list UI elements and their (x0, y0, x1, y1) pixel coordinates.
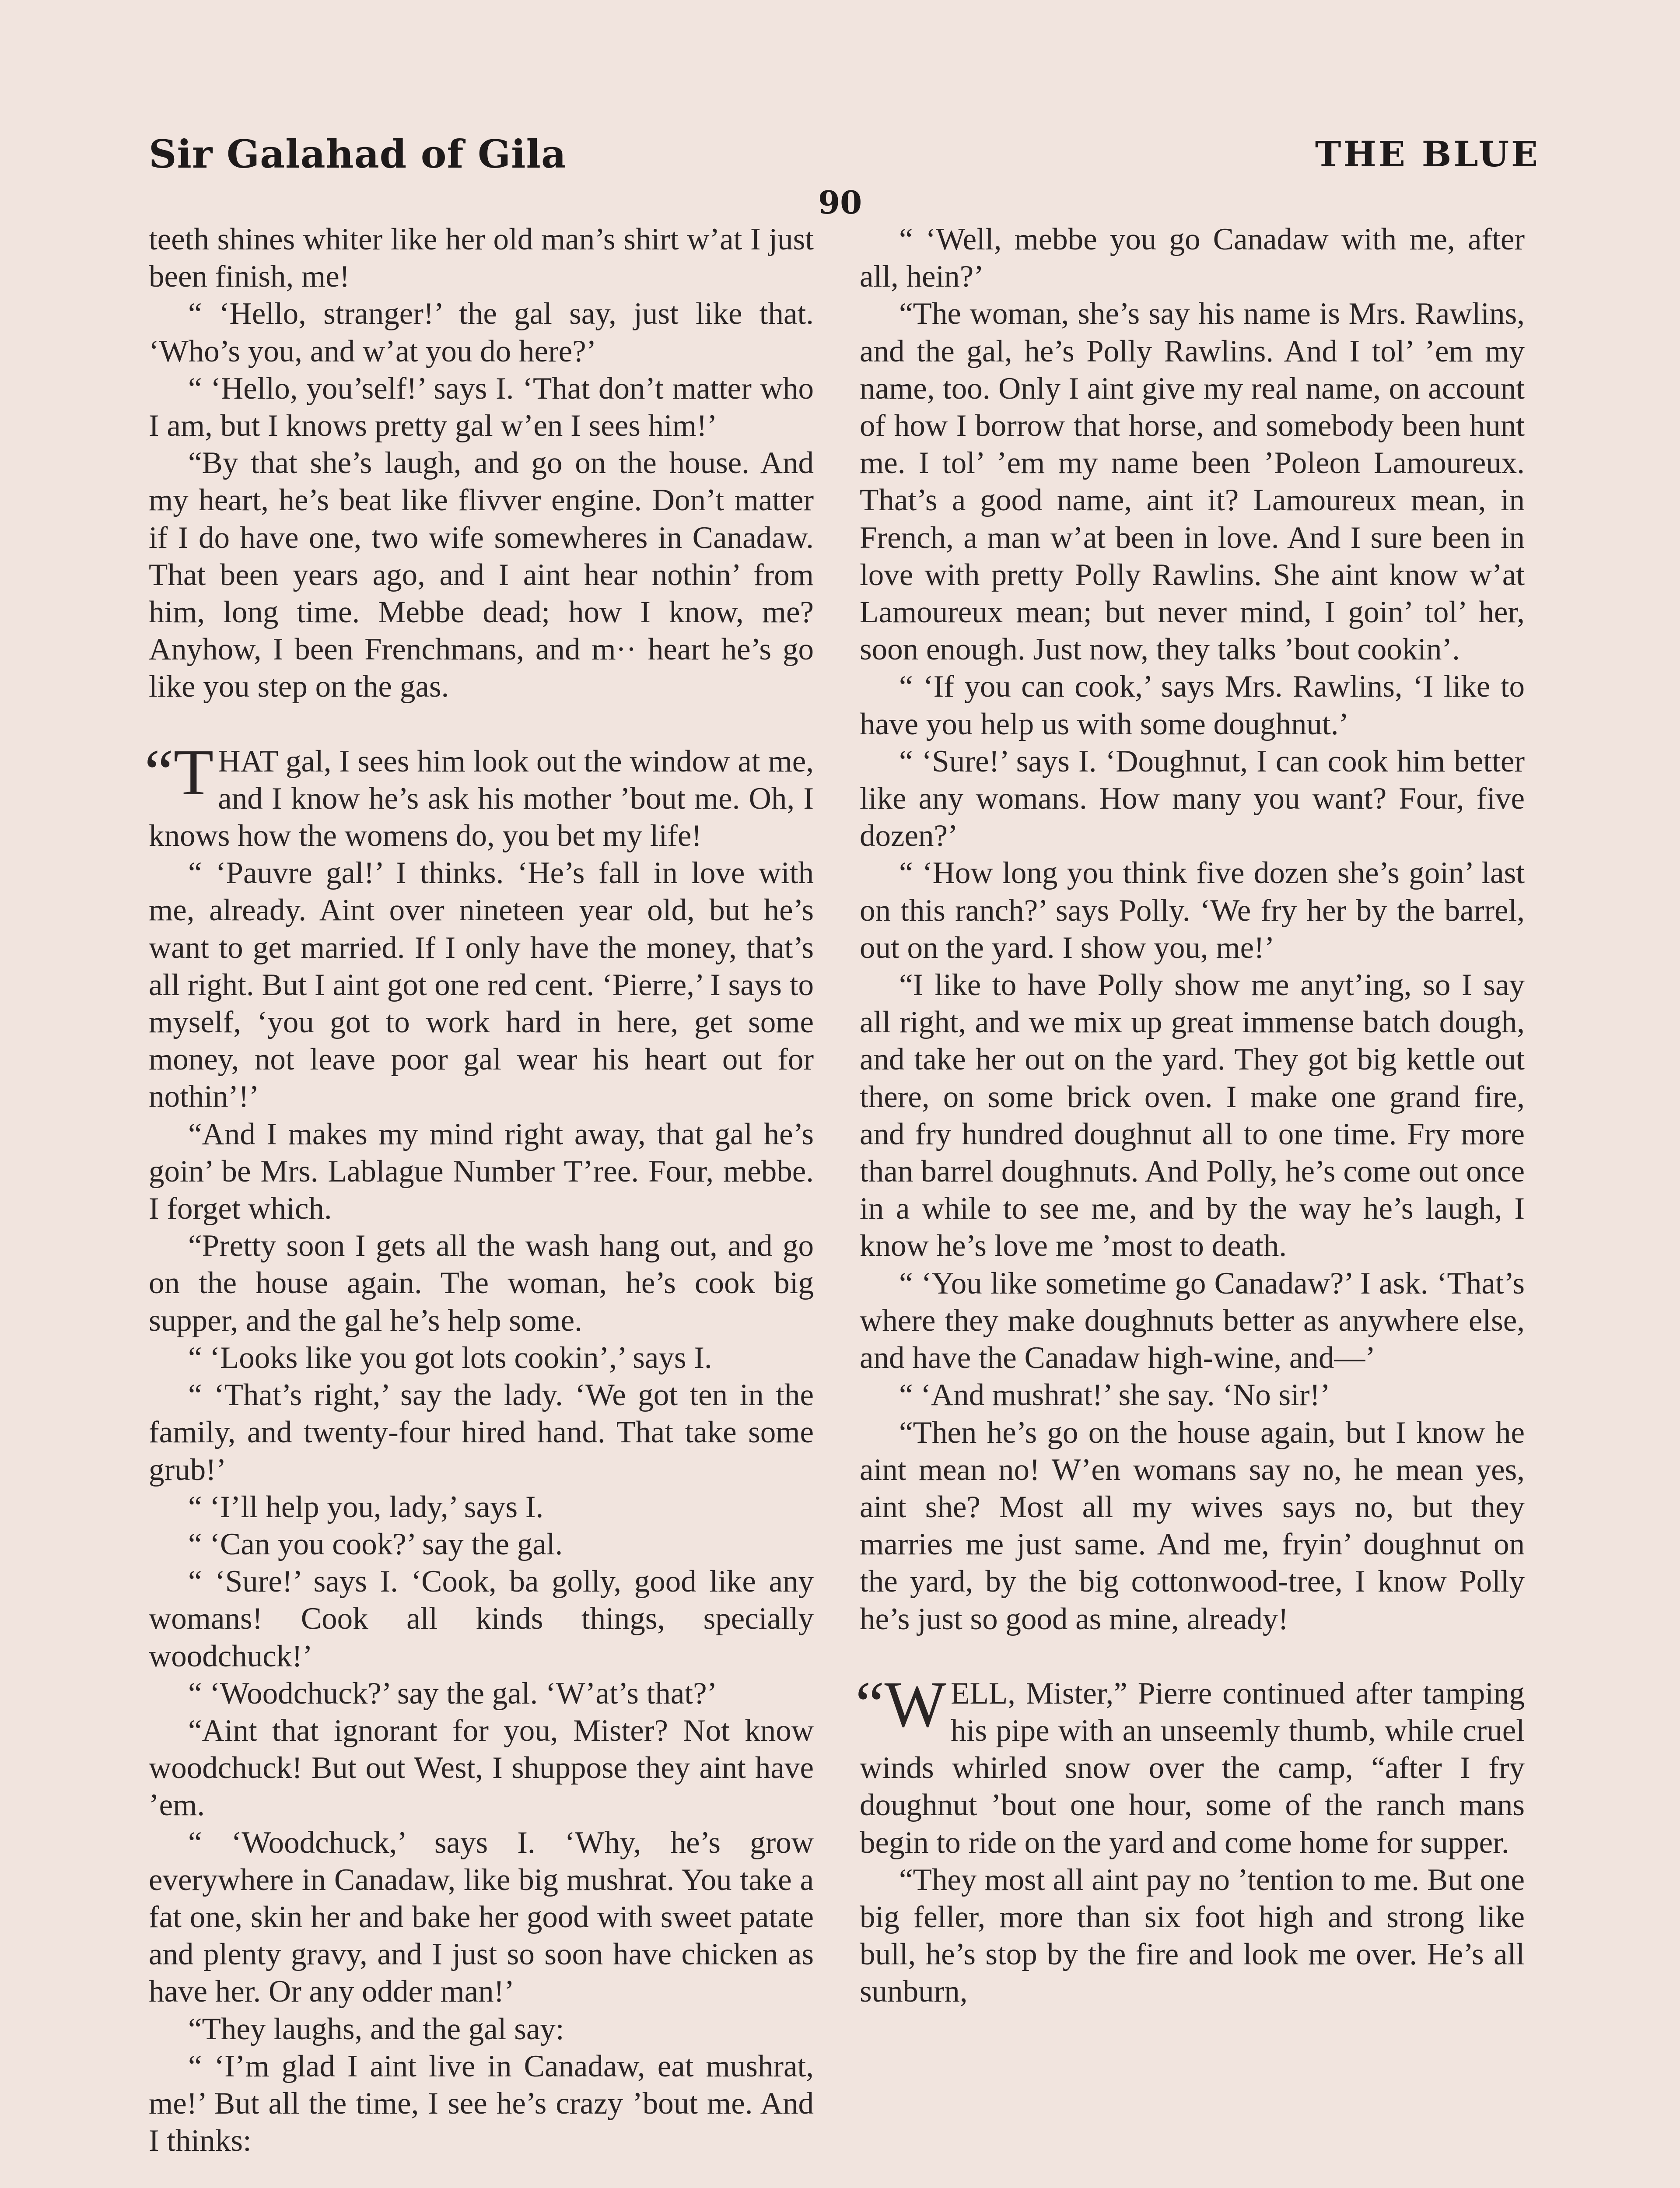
paragraph: “ ‘Woodchuck,’ says I. ‘Why, he’s grow everywhere in Canadaw, like big mushrat. You take a fat one, skin her and bake her good with sweet patate and plenty gravy, and I just so soon have chicken as have her. Or any odder man!’ (149, 1825, 814, 2009)
paragraph: “ ‘Sure!’ says I. ‘Doughnut, I can cook him better like any womans. How many you want? Four, five dozen?’ (860, 744, 1525, 853)
paragraph: “By that she’s laugh, and go on the house. And my heart, he’s beat like flivver engine. Don’t matter if I do have one, two wife somewheres in Canadaw. That been years ago, and I aint hear nothin’ from him, long time. Mebbe dead; how I know, me? Anyhow, I been Frenchmans, and m·· heart he’s go like you step on the gas. (149, 446, 814, 704)
paragraph: “ ‘How long you think five dozen she’s goin’ last on this ranch?’ says Polly. ‘We fry her by the barrel, out on the yard. I show you, me!’ (860, 856, 1525, 965)
paragraph: “ ‘If you can cook,’ says Mrs. Rawlins, ‘I like to have you help us with some doughnut.’ (860, 670, 1525, 741)
magazine-title: THE BLUE (1315, 133, 1540, 175)
left-column (144, 221, 814, 2160)
story-title: Sir Galahad of Gila (149, 131, 567, 177)
paragraph-dropcap (855, 1668, 1525, 1862)
paragraph: “I like to have Polly show me anyt’ing, so I say all right, and we mix up great immense batch dough, and take her out on the yard. They got big kettle out there, on some brick oven. I make one grand fire, and fry hundred doughnut all to one time. Fry more than barrel doughnuts. And Polly, he’s come out once in a while to see me, and by the way he’s laugh, I know he’s love me ’most to death. (860, 968, 1525, 1263)
right-column (855, 221, 1525, 2011)
paragraph: “ ‘That’s right,’ say the lady. ‘We got ten in the family, and twenty-four hired hand. That take some grub!’ (149, 1378, 814, 1487)
paragraph: “ ‘Hello, you’self!’ says I. ‘That don’t matter who I am, but I knows pretty gal w’en I sees him!’ (149, 371, 814, 443)
paragraph: “And I makes my mind right away, that gal he’s goin’ be Mrs. Lablague Number T’ree. Four, mebbe. I forget which. (149, 1117, 814, 1226)
paragraph: teeth shines whiter like her old man’s shirt w’at I just been finish, me! (149, 222, 814, 294)
paragraph: “ ‘Pauvre gal!’ I thinks. ‘He’s fall in love with me, already. Aint over nineteen year old, but he’s want to get married. If I only have the money, that’s all right. But I aint got one red cent. ‘Pierre,’ I says to myself, ‘you got to work hard in here, get some money, not leave poor gal wear his heart out for nothin’!’ (149, 856, 814, 1114)
paragraph: “Pretty soon I gets all the wash hang out, and go on the house again. The woman, he’s cook big supper, and the gal he’s help some. (149, 1229, 814, 1338)
paragraph: “ ‘Hello, stranger!’ the gal say, just like that. ‘Who’s you, and w’at you do here?’ (149, 297, 814, 368)
paragraph: “ ‘Looks like you got lots cookin’,’ says I. (188, 1340, 712, 1375)
paragraph: “They most all aint pay no ’tention to me. But one big feller, more than six foot high and strong like bull, he’s stop by the fire and look me over. He’s all sunburn, (860, 1862, 1525, 2009)
paragraph: “The woman, she’s say his name is Mrs. Rawlins, and the gal, he’s Polly Rawlins. And I tol’ ’em my name, too. Only I aint give my real name, on account of how I borrow that horse, and somebody been hunt me. I tol’ ’em my name been ’Poleon Lamoureux. That’s a good name, aint it? Lamoureux mean, in French, a man w’at been in love. And I sure been in love with pretty Polly Rawlins. She aint know w’at Lamoureux mean; but never mind, I goin’ tol’ her, soon enough. Just now, they talks ’bout cookin’. (860, 297, 1525, 667)
paragraph: “ ‘I’m glad I aint live in Canadaw, eat mushrat, me!’ But all the time, I see he’s crazy ’bout me. And I thinks: (149, 2049, 814, 2158)
drop-cap: “T (144, 736, 214, 809)
paragraph: “ ‘Sure!’ says I. ‘Cook, ba golly, good like any womans! Cook all kinds things, specially woodchuck!’ (149, 1564, 814, 1673)
paragraph: “ ‘Can you cook?’ say the gal. (188, 1527, 563, 1561)
paragraph-dropcap (144, 736, 814, 855)
paragraph-text: ELL, Mister,” Pierre continued after tamping his pipe with an unseemly thumb, while cruel winds whirled snow over the camp, “after I fry doughnut ’bout one hour, some of the ranch mans begin to ride on the yard and come home for supper. (860, 1676, 1525, 1860)
drop-cap: “W (855, 1668, 947, 1741)
paragraph: “Then he’s go on the house again, but I know he aint mean no! W’en womans say no, he mean yes, aint she? Most all my wives says no, but they marries me just same. And me, fryin’ doughnut on the yard, by the big cottonwood-tree, I know Polly he’s just so good as mine, already! (860, 1415, 1525, 1636)
paragraph: “ ‘You like sometime go Canadaw?’ I ask. ‘That’s where they make doughnuts better as anywhere else, and have the Canadaw high-wine, and—’ (860, 1266, 1525, 1375)
page-number: 90 (818, 184, 862, 221)
paragraph: “ ‘Well, mebbe you go Canadaw with me, after all, hein?’ (860, 222, 1525, 294)
paragraph: “ ‘And mushrat!’ she say. ‘No sir!’ (899, 1378, 1330, 1413)
paragraph: “ ‘Woodchuck?’ say the gal. ‘W’at’s that?’ (188, 1676, 718, 1711)
paragraph-text: HAT gal, I sees him look out the window at me, and I know he’s ask his mother ’bout me. Oh, I knows how the womens do, you bet my life! (149, 744, 814, 853)
paragraph: “ ‘I’ll help you, lady,’ says I. (188, 1490, 544, 1524)
paragraph: “Aint that ignorant for you, Mister? Not know woodchuck! But out West, I shuppose they aint have ’em. (149, 1713, 814, 1823)
paragraph: “They laughs, and the gal say: (188, 2012, 564, 2046)
